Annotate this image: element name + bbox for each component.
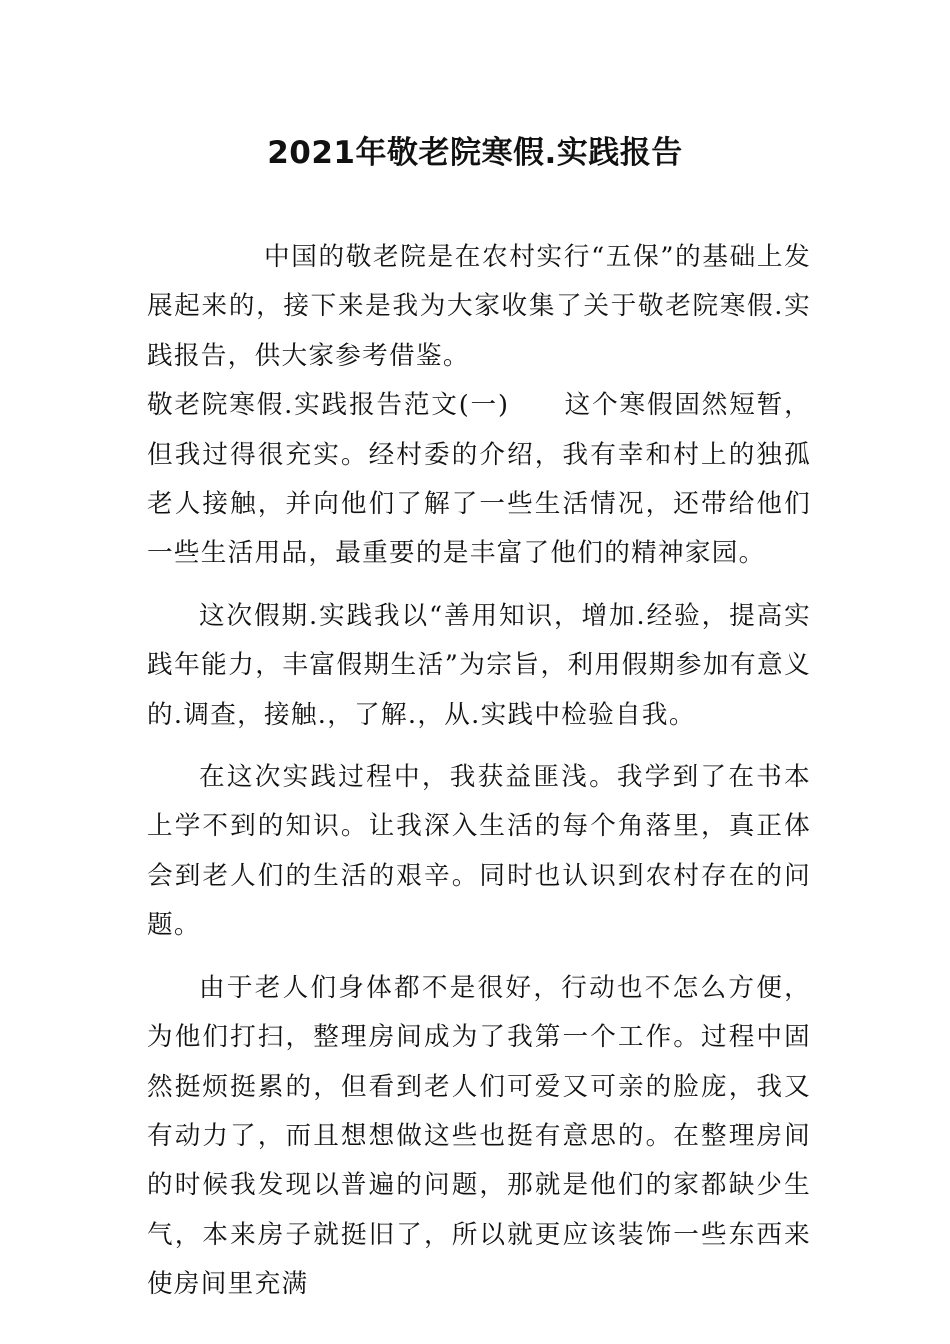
body-paragraph: 这次假期.实践我以“善用知识，增加.经验，提高实践年能力，丰富假期生活”为宗旨，利用假期参加有意义的.调查，接触.，了解.，从.实践中检验自我。 (147, 600, 811, 730)
document-body (147, 233, 811, 1310)
body-paragraph: 在这次实践过程中，我获益匪浅。我学到了在书本上学不到的知识。让我深入生活的每个角落里，真正体会到老人们的生活的艰辛。同时也认识到农村存在的问题。 (147, 762, 811, 941)
body-paragraph: 由于老人们身体都不是很好，行动也不怎么方便，为他们打扫，整理房间成为了我第一个工作。过程中固然挺烦挺累的，但看到老人们可爱又可亲的脸庞，我又有动力了，而且想想做这些也挺有意思的。在整理房间的时候我发现以普遍的问题，那就是他们的家都缺少生气，本来房子就挺旧了，所以就更应该装饰一些东西来使房间里充满 (147, 972, 811, 1300)
intro-paragraph: 中国的敬老院是在农村实行“五保”的基础上发展起来的，接下来是我为大家收集了关于敬老院寒假.实践报告，供大家参考借鉴。 (147, 242, 811, 371)
document-title: 2021年敬老院寒假.实践报告 (267, 135, 683, 171)
section-heading-paragraph: 敬老院寒假.实践报告范文(一) 这个寒假固然短暂，但我过得很充实。经村委的介绍，我有幸和村上的独孤老人接触，并向他们了解了一些生活情况，还带给他们一些生活用品，最重要的是丰富了他们的精神家园。 (147, 390, 811, 569)
